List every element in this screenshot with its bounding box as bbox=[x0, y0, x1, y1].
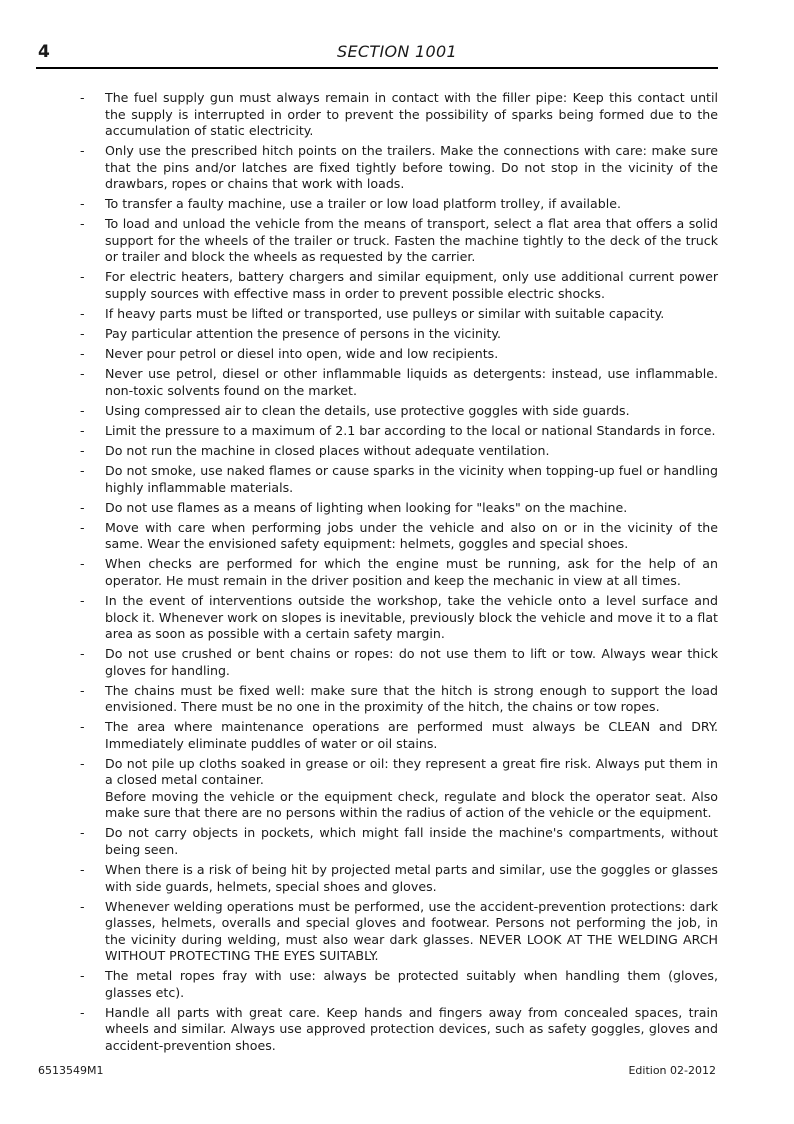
bullet-dash: - bbox=[80, 422, 85, 438]
safety-instructions-list bbox=[78, 90, 718, 1058]
list-item-text: Limit the pressure to a maximum of 2.1 bar according to the local or national Standards in force. bbox=[105, 422, 716, 438]
list-item-text: Move with care when performing jobs under the vehicle and also on or in the vicinity of the same. Wear the envisioned safety equipment: helmets, goggles and special shoes. bbox=[105, 519, 718, 552]
bullet-dash: - bbox=[80, 269, 85, 285]
list-item-text: Whenever welding operations must be performed, use the accident-prevention protections: dark glasses, helmets, overalls and special gloves and footwear. Persons not performing the job, in the vicinity during welding, must also wear dark glasses. NEVER LOOK AT THE WELDING ARCH WITHOUT PROTECTING THE EYES SUITABLY. bbox=[105, 898, 718, 964]
bullet-dash: - bbox=[80, 1004, 85, 1020]
list-item bbox=[78, 1005, 718, 1055]
bullet-dash: - bbox=[80, 556, 85, 572]
section-title: SECTION 1001 bbox=[337, 42, 457, 61]
list-item-text: Using compressed air to clean the details, use protective goggles with side guards. bbox=[105, 402, 630, 418]
list-item bbox=[78, 825, 718, 858]
list-item bbox=[78, 756, 718, 822]
bullet-dash: - bbox=[80, 443, 85, 459]
bullet-dash: - bbox=[80, 682, 85, 698]
bullet-dash: - bbox=[80, 593, 85, 608]
bullet-dash: - bbox=[80, 196, 85, 212]
list-item-text: Handle all parts with great care. Keep hands and fingers away from concealed spaces, train wheels and similar. Always use approved protection devices, such as safety goggles, gloves and accident-prevention shoes. bbox=[105, 1004, 718, 1053]
list-item bbox=[78, 423, 718, 440]
edition-label: Edition 02-2012 bbox=[628, 1064, 716, 1077]
list-item-text: When checks are performed for which the engine must be running, ask for the help of an operator. He must remain in the driver position and keep the mechanic in view at all times. bbox=[105, 556, 718, 588]
list-item bbox=[78, 90, 718, 140]
list-item-text: Do not use crushed or bent chains or ropes: do not use them to lift or tow. Always wear thick gloves for handling. bbox=[105, 646, 718, 678]
list-item bbox=[78, 463, 718, 496]
list-item bbox=[78, 968, 718, 1001]
list-item bbox=[78, 593, 718, 643]
list-item bbox=[78, 500, 718, 517]
bullet-dash: - bbox=[80, 898, 85, 914]
bullet-dash: - bbox=[80, 366, 85, 382]
list-item bbox=[78, 646, 718, 679]
list-item bbox=[78, 269, 718, 302]
list-item bbox=[78, 403, 718, 420]
header-divider bbox=[36, 67, 718, 69]
bullet-dash: - bbox=[80, 143, 85, 159]
list-item-text: Do not use flames as a means of lighting when looking for "leaks" on the machine. bbox=[105, 499, 628, 515]
list-item bbox=[78, 719, 718, 752]
list-item-text: When there is a risk of being hit by projected metal parts and similar, use the goggles or glasses with side guards, helmets, special shoes and gloves. bbox=[105, 862, 718, 894]
list-item-text: The area where maintenance operations are performed must always be CLEAN and DRY. Immediately eliminate puddles of water or oil stains. bbox=[105, 719, 718, 751]
list-item-text: If heavy parts must be lifted or transported, use pulleys or similar with suitable capacity. bbox=[105, 305, 665, 321]
list-item-text: The metal ropes fray with use: always be protected suitably when handling them (gloves, glasses etc). bbox=[105, 968, 718, 1000]
list-item-text: To load and unload the vehicle from the means of transport, select a flat area that offers a solid support for the wheels of the trailer or truck. Fasten the machine tightly to the deck of the truck or trailer and block the wheels as requested by the carrier. bbox=[105, 216, 718, 265]
list-item bbox=[78, 196, 718, 213]
list-item bbox=[78, 683, 718, 716]
list-item bbox=[78, 520, 718, 553]
list-item bbox=[78, 346, 718, 363]
bullet-dash: - bbox=[80, 499, 85, 515]
bullet-dash: - bbox=[80, 326, 85, 342]
list-item bbox=[78, 366, 718, 399]
bullet-dash: - bbox=[80, 346, 85, 362]
bullet-dash: - bbox=[80, 90, 85, 105]
bullet-dash: - bbox=[80, 305, 85, 321]
list-item bbox=[78, 143, 718, 193]
bullet-dash: - bbox=[80, 463, 85, 479]
list-item-continuation: Before moving the vehicle or the equipment check, regulate and block the operator seat. Also make sure that there are no persons within the radius of action of the vehicle or the equipment. bbox=[105, 788, 718, 821]
list-item-text: Never use petrol, diesel or other inflammable liquids as detergents: instead, use inflammable. non-toxic solvents found on the market. bbox=[105, 366, 718, 398]
bullet-dash: - bbox=[80, 216, 85, 232]
list-item-text: Do not run the machine in closed places without adequate ventilation. bbox=[105, 443, 550, 459]
bullet-dash: - bbox=[80, 755, 85, 771]
bullet-dash: - bbox=[80, 402, 85, 418]
bullet-dash: - bbox=[80, 862, 85, 878]
bullet-dash: - bbox=[80, 825, 85, 841]
list-item-text: The chains must be fixed well: make sure that the hitch is strong enough to support the load envisioned. There must be no one in the proximity of the hitch, the chains or tow ropes. bbox=[105, 682, 718, 715]
list-item-text: To transfer a faulty machine, use a trailer or low load platform trolley, if available. bbox=[105, 196, 622, 212]
list-item bbox=[78, 899, 718, 965]
list-item-text: In the event of interventions outside the workshop, take the vehicle onto a level surface and block it. Whenever work on slopes is inevitable, previously block the vehicle and move it to a flat area as soon as possible with a certain safety margin. bbox=[105, 593, 718, 641]
list-item-text: Do not carry objects in pockets, which might fall inside the machine's compartments, without being seen. bbox=[105, 825, 718, 857]
list-item bbox=[78, 326, 718, 343]
list-item-text: Do not smoke, use naked flames or cause sparks in the vicinity when topping-up fuel or handling highly inflammable materials. bbox=[105, 463, 718, 495]
list-item-text: Never pour petrol or diesel into open, wide and low recipients. bbox=[105, 346, 499, 362]
list-item-text: Only use the prescribed hitch points on the trailers. Make the connections with care: make sure that the pins and/or latches are fixed tightly before towing. Do not stop in the vicinity of the drawbars, ropes or chains that work with loads. bbox=[105, 143, 718, 192]
list-item bbox=[78, 862, 718, 895]
list-item-text: Do not pile up cloths soaked in grease or oil: they represent a great fire risk. Always put them in a closed metal container. bbox=[105, 755, 718, 788]
bullet-dash: - bbox=[80, 646, 85, 662]
list-item-text: For electric heaters, battery chargers and similar equipment, only use additional current power supply sources with effective mass in order to prevent possible electric shocks. bbox=[105, 269, 718, 301]
bullet-dash: - bbox=[80, 519, 85, 535]
list-item bbox=[78, 306, 718, 323]
bullet-dash: - bbox=[80, 968, 85, 984]
list-item bbox=[78, 556, 718, 589]
document-code: 6513549M1 bbox=[38, 1064, 104, 1077]
bullet-dash: - bbox=[80, 719, 85, 735]
list-item bbox=[78, 443, 718, 460]
list-item-text: Pay particular attention the presence of persons in the vicinity. bbox=[105, 326, 502, 342]
page-number: 4 bbox=[38, 42, 50, 62]
list-item bbox=[78, 216, 718, 266]
list-item-text: The fuel supply gun must always remain in contact with the filler pipe: Keep this contact until the supply is interrupted in order to prevent the possibility of sparks being formed due to the accumulation of static electricity. bbox=[105, 90, 718, 138]
